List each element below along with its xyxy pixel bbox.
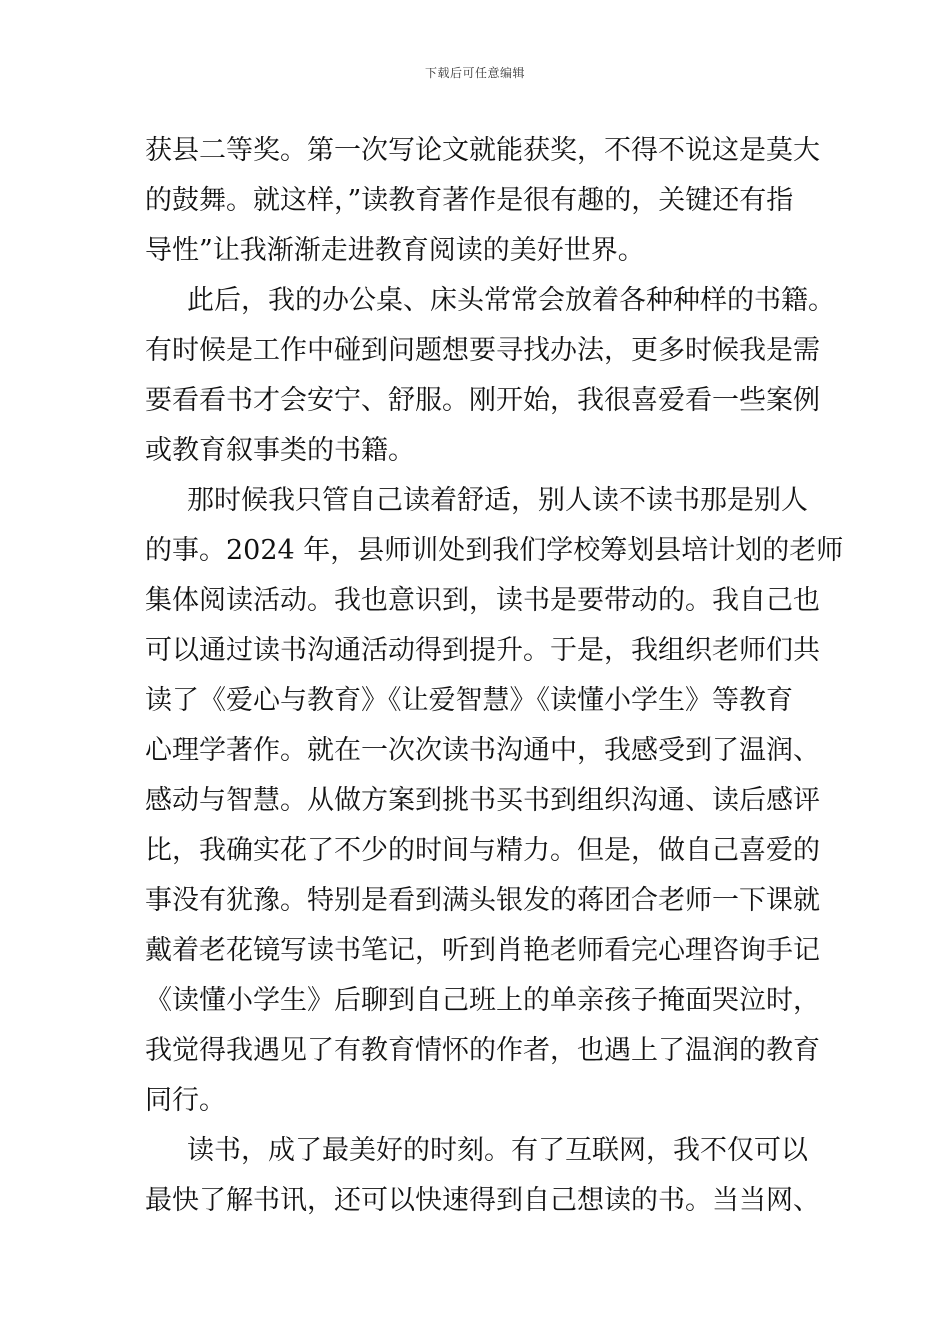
text-line: 可以通过读书沟通活动得到提升。于是，我组织老师们共	[145, 635, 820, 666]
text-line: 有时候是工作中碰到问题想要寻找办法，更多时候我是需	[145, 335, 820, 366]
page-header-note: 下载后可任意编辑	[424, 66, 525, 80]
text-line: 此后，我的办公桌、床头常常会放着各种种样的书籍。	[187, 285, 835, 316]
text-line: 事没有犹豫。特别是看到满头银发的蒋团合老师一下课就	[145, 885, 820, 916]
text-line: 读书，成了最美好的时刻。有了互联网，我不仅可以	[187, 1135, 808, 1166]
paragraph-3	[145, 476, 844, 1126]
text-line: 要看看书才会安宁、舒服。刚开始，我很喜爱看一些案例	[145, 385, 820, 416]
text-line: 的鼓舞。就这样，”读教育著作是很有趣的，关键还有指	[145, 185, 794, 216]
text-line: 同行。	[145, 1085, 226, 1116]
text-line: 集体阅读活动。我也意识到，读书是要带动的。我自己也	[145, 585, 820, 616]
text-line: 导性”让我渐渐走进教育阅读的美好世界。	[145, 235, 645, 266]
text-line: 的事。2024 年，县师训处到我们学校筹划县培计划的老师	[145, 535, 844, 566]
text-line: 读了《爱心与教育》《让爱智慧》《读懂小学生》等教育	[145, 685, 793, 716]
text-line: 《读懂小学生》后聊到自己班上的单亲孩子掩面哭泣时，	[145, 985, 820, 1016]
paragraph-1	[145, 126, 820, 276]
text-line: 心理学著作。就在一次次读书沟通中，我感受到了温润、	[145, 735, 820, 766]
text-line: 最快了解书讯，还可以快速得到自己想读的书。当当网、	[145, 1185, 820, 1216]
text-line: 我觉得我遇见了有教育情怀的作者，也遇上了温润的教育	[145, 1035, 820, 1066]
text-line: 获县二等奖。第一次写论文就能获奖，不得不说这是莫大	[145, 135, 820, 166]
paragraph-4	[145, 1126, 820, 1226]
paragraph-2	[145, 276, 835, 476]
text-line: 戴着老花镜写读书笔记，听到肖艳老师看完心理咨询手记	[145, 935, 820, 966]
text-line: 感动与智慧。从做方案到挑书买书到组织沟通、读后感评	[145, 785, 820, 816]
text-line: 比，我确实花了不少的时间与精力。但是，做自己喜爱的	[145, 835, 820, 866]
document-body	[145, 126, 844, 1226]
text-line: 那时候我只管自己读着舒适，别人读不读书那是别人	[187, 485, 808, 516]
text-line: 或教育叙事类的书籍。	[145, 435, 415, 466]
